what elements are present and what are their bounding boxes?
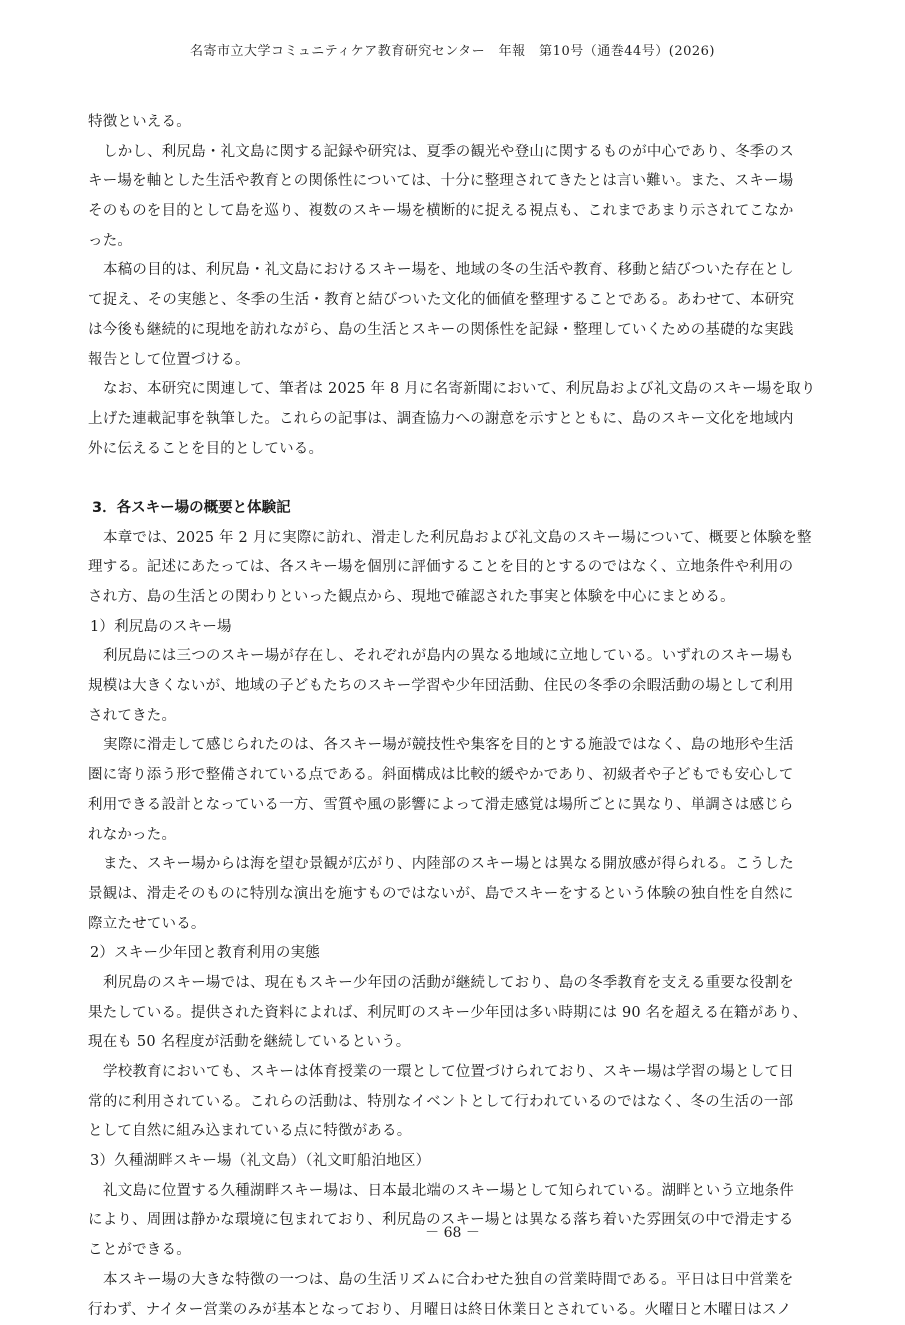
paragraph-line: として自然に組み込まれている点に特徴がある。 — [88, 1117, 818, 1147]
paragraph-line: また、スキー場からは海を望む景観が広がり、内陸部のスキー場とは異なる開放感が得られる。こうした — [88, 850, 818, 880]
section-heading: 3．各スキー場の概要と体験記 — [88, 494, 818, 524]
paragraph-line: 特徴といえる。 — [88, 108, 818, 138]
paragraph-line: しかし、利尻島・礼文島に関する記録や研究は、夏季の観光や登山に関するものが中心であり、冬季のス — [88, 138, 818, 168]
paragraph-line: 本章では、2025 年 2 月に実際に訪れ、滑走した利尻島および礼文島のスキー場について、概要と体験を整 — [88, 524, 818, 554]
subsection-heading: 1）利尻島のスキー場 — [88, 613, 818, 643]
paragraph-line: 規模は大きくないが、地域の子どもたちのスキー学習や少年団活動、住民の冬季の余暇活動の場として利用 — [88, 672, 818, 702]
paragraph-line: れなかった。 — [88, 821, 818, 851]
paragraph-line: 果たしている。提供された資料によれば、利尻町のスキー少年団は多い時期には 90 名を超える在籍があり、 — [88, 999, 818, 1029]
paragraph-line: った。 — [88, 227, 818, 257]
paragraph-line: 際立たせている。 — [88, 910, 818, 940]
paragraph-line: 報告として位置づける。 — [88, 346, 818, 376]
paragraph-line: 実際に滑走して感じられたのは、各スキー場が競技性や集客を目的とする施設ではなく、島の地形や生活 — [88, 731, 818, 761]
subsection-heading: 3）久種湖畔スキー場（礼文島）（礼文町船泊地区） — [88, 1147, 818, 1177]
paragraph-line: 利用できる設計となっている一方、雪質や風の影響によって滑走感覚は場所ごとに異なり、単調さは感じら — [88, 791, 818, 821]
paragraph-line: キー場を軸とした生活や教育との関係性については、十分に整理されてきたとは言い難い。また、スキー場 — [88, 167, 818, 197]
paragraph-line: て捉え、その実態と、冬季の生活・教育と結びついた文化的価値を整理することである。あわせて、本研究 — [88, 286, 818, 316]
paragraph-line: 行わず、ナイター営業のみが基本となっており、月曜日は終日休業日とされている。火曜日と木曜日はスノ — [88, 1296, 818, 1325]
subsection-heading: 2）スキー少年団と教育利用の実態 — [88, 939, 818, 969]
running-header: 名寄市立大学コミュニティケア教育研究センター 年報 第10号（通巻44号）(2026) — [0, 40, 905, 59]
paragraph-line: 本スキー場の大きな特徴の一つは、島の生活リズムに合わせた独自の営業時間である。平日は日中営業を — [88, 1266, 818, 1296]
paragraph-line: 景観は、滑走そのものに特別な演出を施すものではないが、島でスキーをするという体験の独自性を自然に — [88, 880, 818, 910]
paragraph-line: 理する。記述にあたっては、各スキー場を個別に評価することを目的とするのではなく、立地条件や利用の — [88, 553, 818, 583]
paragraph-line: は今後も継続的に現地を訪れながら、島の生活とスキーの関係性を記録・整理していくための基礎的な実践 — [88, 316, 818, 346]
paragraph-line: 礼文島に位置する久種湖畔スキー場は、日本最北端のスキー場として知られている。湖畔という立地条件 — [88, 1177, 818, 1207]
paragraph-line: ことができる。 — [88, 1236, 818, 1266]
paragraph-line: により、周囲は静かな環境に包まれており、利尻島のスキー場とは異なる落ち着いた雰囲気の中で滑走する — [88, 1206, 818, 1236]
paragraph-line: 外に伝えることを目的としている。 — [88, 435, 818, 465]
page-number: － 68 － — [0, 1222, 905, 1242]
paragraph-line: 利尻島のスキー場では、現在もスキー少年団の活動が継続しており、島の冬季教育を支える重要な役割を — [88, 969, 818, 999]
paragraph-line: 学校教育においても、スキーは体育授業の一環として位置づけられており、スキー場は学習の場として日 — [88, 1058, 818, 1088]
page-body — [88, 108, 818, 1325]
paragraph-line: されてきた。 — [88, 702, 818, 732]
paragraph-line: され方、島の生活との関わりといった観点から、現地で確認された事実と体験を中心にまとめる。 — [88, 583, 818, 613]
paragraph-line: 常的に利用されている。これらの活動は、特別なイベントとして行われているのではなく、冬の生活の一部 — [88, 1088, 818, 1118]
paragraph-line: なお、本研究に関連して、筆者は 2025 年 8 月に名寄新聞において、利尻島および礼文島のスキー場を取り — [88, 375, 818, 405]
paragraph-line: 上げた連載記事を執筆した。これらの記事は、調査協力への謝意を示すとともに、島のスキー文化を地域内 — [88, 405, 818, 435]
paragraph-line: 本稿の目的は、利尻島・礼文島におけるスキー場を、地域の冬の生活や教育、移動と結びついた存在とし — [88, 256, 818, 286]
section-spacer — [88, 464, 818, 494]
paragraph-line: 現在も 50 名程度が活動を継続しているという。 — [88, 1028, 818, 1058]
paragraph-line: 圏に寄り添う形で整備されている点である。斜面構成は比較的緩やかであり、初級者や子どもでも安心して — [88, 761, 818, 791]
paragraph-line: 利尻島には三つのスキー場が存在し、それぞれが島内の異なる地域に立地している。いずれのスキー場も — [88, 642, 818, 672]
paragraph-line: そのものを目的として島を巡り、複数のスキー場を横断的に捉える視点も、これまであまり示されてこなか — [88, 197, 818, 227]
